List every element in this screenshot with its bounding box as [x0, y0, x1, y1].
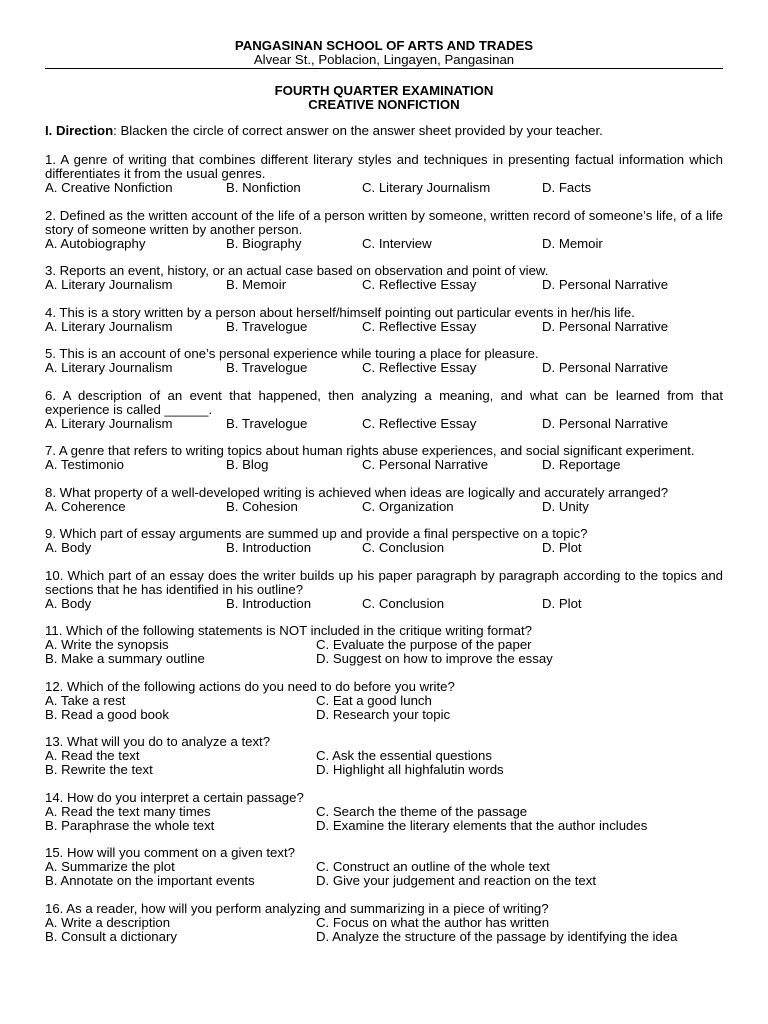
- answer-option: D. Reportage: [542, 457, 621, 472]
- answer-option: B. Travelogue: [226, 318, 308, 334]
- answer-option: D. Memoir: [542, 235, 603, 251]
- answer-option: B. Nonfiction: [226, 180, 301, 195]
- answer-options: [45, 805, 723, 833]
- question-stem: 12. Which of the following actions do you need to do before you write?: [45, 678, 455, 694]
- answer-options: [45, 500, 723, 514]
- answer-option: B. Rewrite the text: [45, 762, 153, 777]
- answer-option: B. Introduction: [226, 540, 312, 555]
- answer-options: [45, 237, 723, 251]
- answer-options: [45, 278, 723, 292]
- direction-text: : Blacken the circle of correct answer on the answer sheet provided by your teacher.: [113, 123, 603, 138]
- school-header: [0, 39, 768, 67]
- school-address: Alvear St., Poblacion, Lingayen, Pangasinan: [253, 52, 515, 67]
- answer-option: A. Summarize the plot: [45, 859, 175, 874]
- answer-options: [45, 694, 723, 722]
- question-item: [45, 389, 723, 431]
- answer-options: [45, 638, 723, 666]
- answer-option: A. Testimonio: [45, 457, 124, 472]
- answer-option: B. Biography: [226, 235, 302, 251]
- question-item: [45, 680, 723, 722]
- answer-option: C. Evaluate the purpose of the paper: [316, 637, 532, 652]
- answer-options: [45, 361, 723, 375]
- answer-option: D. Highlight all highfalutin words: [316, 762, 504, 777]
- question-item: [45, 347, 723, 375]
- answer-option: D. Give your judgement and reaction on the text: [316, 873, 597, 888]
- answer-option: B. Travelogue: [226, 360, 308, 375]
- answer-option: A. Take a rest: [45, 692, 126, 708]
- question-stem: 14. How do you interpret a certain passage?: [45, 789, 304, 805]
- answer-option: A. Body: [45, 540, 92, 555]
- answer-options: [45, 916, 723, 944]
- direction-label: I. Direction: [45, 123, 114, 138]
- direction: [45, 124, 723, 138]
- answer-option: C. Personal Narrative: [362, 457, 489, 472]
- header-divider: [45, 68, 723, 69]
- answer-option: C. Focus on what the author has written: [316, 914, 550, 930]
- answer-options: [45, 597, 723, 611]
- answer-option: A. Literary Journalism: [45, 318, 173, 334]
- answer-option: B. Memoir: [226, 277, 287, 292]
- answer-option: D. Plot: [542, 595, 582, 611]
- question-item: [45, 306, 723, 334]
- answer-option: B. Blog: [226, 457, 269, 472]
- question-stem: 4. This is a story written by a person about herself/himself pointing out particular events in her/his life.: [45, 304, 635, 320]
- answer-option: B. Introduction: [226, 595, 312, 611]
- answer-option: A. Write the synopsis: [45, 637, 169, 652]
- answer-option: D. Unity: [542, 498, 589, 514]
- question-item: [45, 444, 723, 472]
- answer-options: [45, 860, 723, 888]
- question-item: [45, 486, 723, 514]
- question-stem: 9. Which part of essay arguments are summed up and provide a final perspective on a topic?: [45, 526, 588, 541]
- answer-option: C. Construct an outline of the whole text: [316, 859, 550, 874]
- answer-option: D. Examine the literary elements that the author includes: [316, 817, 648, 833]
- answer-option: C. Reflective Essay: [362, 318, 477, 334]
- answer-option: D. Personal Narrative: [542, 415, 669, 431]
- question-stem: 1. A genre of writing that combines different literary styles and techniques in presenting factual information which differentiates it from the usual genres.: [45, 152, 723, 181]
- answer-option: C. Search the theme of the passage: [316, 803, 528, 819]
- answer-option: A. Read the text many times: [45, 803, 211, 819]
- question-list: [45, 153, 723, 957]
- question-item: [45, 264, 723, 292]
- answer-option: B. Cohesion: [226, 498, 298, 514]
- answer-option: C. Conclusion: [362, 595, 445, 611]
- answer-option: A. Coherence: [45, 498, 126, 514]
- answer-options: [45, 749, 723, 777]
- answer-option: D. Facts: [542, 180, 592, 195]
- answer-option: D. Personal Narrative: [542, 277, 669, 292]
- answer-option: C. Organization: [362, 498, 454, 514]
- question-item: [45, 153, 723, 195]
- answer-option: D. Research your topic: [316, 706, 451, 722]
- answer-option: B. Travelogue: [226, 415, 308, 431]
- answer-option: C. Literary Journalism: [362, 180, 491, 195]
- question-stem: 10. Which part of an essay does the writer builds up his paper paragraph by paragraph according to the topics and sections that he has identified in his outline?: [45, 567, 723, 597]
- question-item: [45, 902, 723, 944]
- answer-options: [45, 320, 723, 334]
- answer-option: A. Read the text: [45, 748, 140, 763]
- answer-option: C. Interview: [362, 235, 432, 251]
- answer-option: D. Analyze the structure of the passage by identifying the idea: [316, 928, 678, 944]
- answer-option: C. Reflective Essay: [362, 415, 477, 431]
- question-stem: 16. As a reader, how will you perform analyzing and summarizing in a piece of writing?: [45, 900, 549, 916]
- answer-option: D. Personal Narrative: [542, 360, 669, 375]
- question-item: [45, 624, 723, 666]
- question-stem: 15. How will you comment on a given text?: [45, 845, 295, 860]
- answer-option: C. Reflective Essay: [362, 360, 477, 375]
- question-stem: 11. Which of the following statements is NOT included in the critique writing format?: [45, 623, 532, 638]
- answer-option: A. Autobiography: [45, 235, 146, 251]
- answer-option: B. Consult a dictionary: [45, 928, 177, 944]
- answer-option: C. Ask the essential questions: [316, 748, 492, 763]
- question-stem: 13. What will you do to analyze a text?: [45, 734, 271, 749]
- school-name: PANGASINAN SCHOOL OF ARTS AND TRADES: [234, 38, 534, 53]
- question-item: [45, 791, 723, 833]
- exam-subject: CREATIVE NONFICTION: [308, 97, 460, 112]
- answer-option: D. Plot: [542, 540, 582, 555]
- answer-options: [45, 417, 723, 431]
- question-item: [45, 527, 723, 555]
- answer-options: [45, 181, 723, 195]
- answer-option: B. Make a summary outline: [45, 651, 205, 666]
- answer-option: B. Annotate on the important events: [45, 873, 255, 888]
- answer-option: A. Write a description: [45, 914, 171, 930]
- question-stem: 5. This is an account of one’s personal experience while touring a place for pleasure.: [45, 346, 539, 361]
- question-stem: 6. A description of an event that happened, then analyzing a meaning, and what can be learned from that experience is called ______.: [45, 387, 723, 417]
- question-stem: 3. Reports an event, history, or an actual case based on observation and point of view.: [45, 263, 549, 278]
- answer-option: C. Reflective Essay: [362, 277, 477, 292]
- question-item: [45, 209, 723, 251]
- answer-option: A. Body: [45, 595, 92, 611]
- answer-option: A. Literary Journalism: [45, 415, 173, 431]
- answer-option: C. Conclusion: [362, 540, 445, 555]
- question-stem: 8. What property of a well-developed writing is achieved when ideas are logically and accurately arranged?: [45, 484, 669, 500]
- question-stem: 2. Defined as the written account of the life of a person written by someone, written record of someone’s life, of a life story of someone written by another person.: [45, 207, 723, 237]
- answer-option: A. Literary Journalism: [45, 277, 173, 292]
- answer-option: A. Creative Nonfiction: [45, 180, 173, 195]
- exam-title-block: [0, 84, 768, 112]
- answer-options: [45, 541, 723, 555]
- answer-option: B. Paraphrase the whole text: [45, 817, 215, 833]
- answer-options: [45, 458, 723, 472]
- question-item: [45, 735, 723, 777]
- answer-option: D. Suggest on how to improve the essay: [316, 651, 553, 666]
- question-stem: 7. A genre that refers to writing topics about human rights abuse experiences, and social significant experiment.: [45, 443, 695, 458]
- answer-option: A. Literary Journalism: [45, 360, 173, 375]
- question-item: [45, 846, 723, 888]
- question-item: [45, 569, 723, 611]
- answer-option: D. Personal Narrative: [542, 318, 669, 334]
- exam-title: FOURTH QUARTER EXAMINATION: [274, 83, 494, 98]
- answer-option: B. Read a good book: [45, 706, 169, 722]
- answer-option: C. Eat a good lunch: [316, 692, 432, 708]
